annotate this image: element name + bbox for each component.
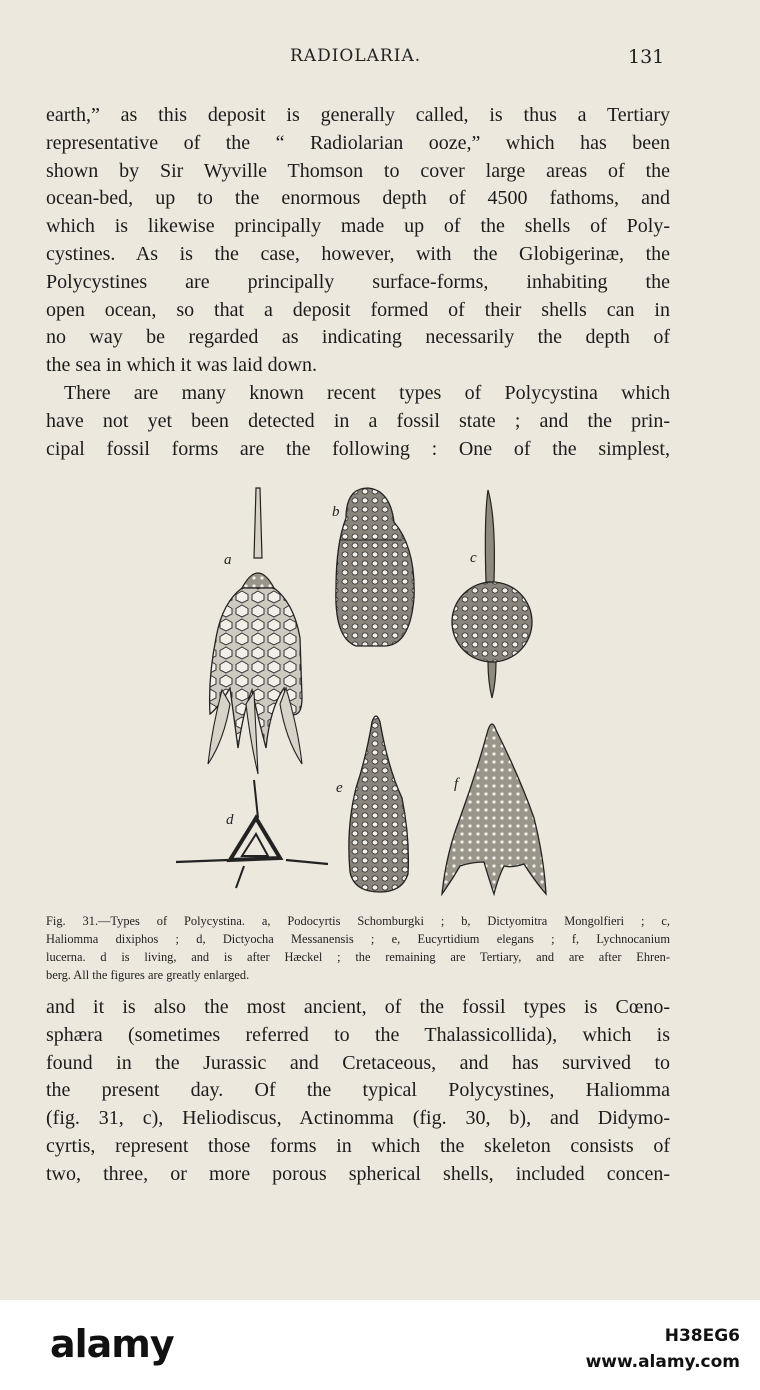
caption-line: berg. All the figures are greatly enlarged. [46,968,250,982]
text-line: (fig. 31, c), Heliodiscus, Actinomma (fig. 30, b), and Didymo- [46,1107,670,1130]
svg-text:a: a [224,552,232,568]
specimen-f [442,724,546,894]
brand-logo: alamy [50,1322,174,1366]
text-line: There are many known recent types of Polycystina which [64,381,670,404]
text-line: shown by Sir Wyville Thomson to cover large areas of the [46,159,670,182]
text-line: cystines. As is the case, however, with the Globigerinæ, the [46,242,670,265]
text-line: which is likewise principally made up of the shells of Poly- [46,215,670,238]
figure-caption [46,912,670,984]
paragraph-bottom [46,994,670,1189]
specimen-b [332,488,414,646]
image-id: H38EG6 [664,1326,740,1346]
watermark-footer [0,1300,760,1390]
svg-text:b: b [332,504,340,520]
text-line: the present day. Of the typical Polycystines, Haliomma [46,1079,670,1102]
specimen-d [176,780,328,888]
text-line: ocean-bed, up to the enormous depth of 4500 fathoms, and [46,187,670,210]
svg-text:f: f [454,776,459,792]
caption-line: Haliomma dixiphos ; d, Dictyocha Messanensis ; e, Eucyrtidium elegans ; f, Lychnocanium [46,932,670,946]
svg-text:e: e [336,780,343,796]
text-line: earth,” as this deposit is generally called, is thus a Tertiary [46,104,670,126]
page-number: 131 [628,46,665,68]
caption-line: Fig. 31.—Types of Polycystina. a, Podocyrtis Schomburgki ; b, Dictyomitra Mongolfieri ; c, [46,914,670,928]
radiolaria-illustration [170,478,560,908]
caption-line: lucerna. d is living, and is after Hæckel ; the remaining are Tertiary, and are after Ehren- [46,950,670,964]
text-line: cipal fossil forms are the following : One of the simplest, [46,437,670,460]
text-line: Polycystines are principally surface-forms, inhabiting the [46,270,670,293]
svg-text:d: d [226,812,234,828]
page-header [0,46,760,76]
text-line: two, three, or more porous spherical shells, included concen- [46,1162,670,1185]
specimen-a [208,488,302,774]
running-title: RADIOLARIA. [290,46,422,66]
text-line: and it is also the most ancient, of the fossil types is Cœno- [46,996,670,1018]
paragraph-top [46,102,670,463]
text-line: no way be regarded as indicating necessarily the depth of [46,326,670,349]
text-line: cyrtis, represent those forms in which the skeleton consists of [46,1134,670,1157]
text-line: found in the Jurassic and Cretaceous, and has survived to [46,1051,670,1074]
text-line: the sea in which it was laid down. [46,354,318,377]
specimen-c [452,490,532,698]
site-url: www.alamy.com [585,1352,740,1372]
text-line: representative of the “ Radiolarian ooze,” which has been [46,131,670,154]
specimen-e [336,716,408,892]
figure-31 [170,478,560,908]
text-line: open ocean, so that a deposit formed of their shells can in [46,298,670,321]
svg-text:c: c [470,550,477,566]
text-line: sphæra (sometimes referred to the Thalassicollida), which is [46,1023,670,1046]
text-line: have not yet been detected in a fossil state ; and the prin- [46,409,670,432]
